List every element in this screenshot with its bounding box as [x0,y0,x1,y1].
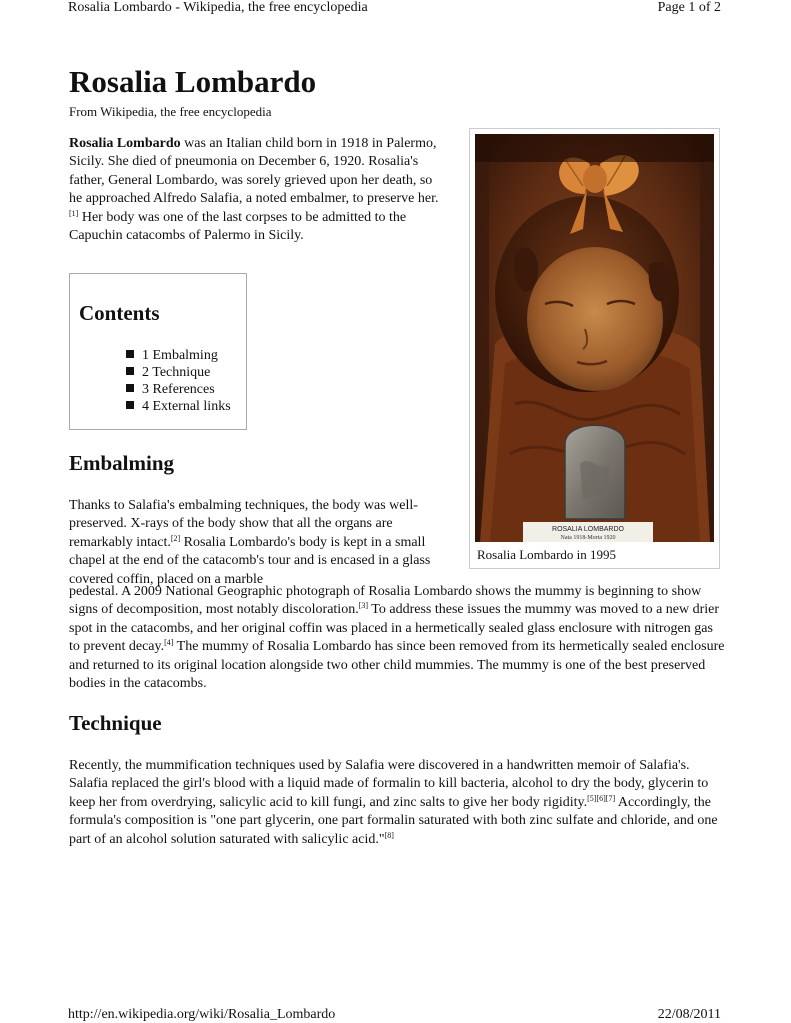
citation-link-1[interactable]: [1] [69,208,79,218]
citation-link-4[interactable]: [4] [164,638,174,648]
technique-text-1: Recently, the mummification techniques used by Salafia were discovered in a handwritten memoir of Salafia's. Salafia replaced the girl's blood with a liquid made of formalin to kill bacteria, alcohol to dry the body, glycerin to keep her from overdrying, salicylic acid to kill fungi, and zinc salts to give her body rigidity. [69,758,709,810]
toc-item-embalming[interactable] [126,347,231,364]
heading-embalming: Embalming [69,451,175,475]
page-header-title: Rosalia Lombardo - Wikipedia, the free encyclopedia [68,0,368,15]
bullet-icon [126,401,134,409]
footer-url: http://en.wikipedia.org/wiki/Rosalia_Lombardo [68,1007,336,1022]
mummy-photo[interactable] [475,134,714,542]
technique-text-2: Accordingly, the formula's composition is "one part glycerin, one part formalin saturated with both zinc sulfate and chloride, and one part of an alcohol solution saturated with salicylic acid." [69,794,718,847]
plaque-line-1: ROSALIA LOMBARDO [552,526,624,533]
figure-thumbnail [469,128,720,569]
toc-link-references[interactable]: 3 References [142,382,215,397]
citation-link-2[interactable]: [2] [170,533,181,543]
article-source-line: From Wikipedia, the free encyclopedia [69,104,272,119]
bullet-icon [126,367,134,375]
table-of-contents [69,273,247,430]
embalming-text-2: Rosalia Lombardo's body is kept in a small chapel at the end of the catacomb's tour and is encased in a glass covered coffin, placed on a marble [69,534,431,587]
citation-link-3[interactable]: [3] [358,601,369,611]
embalming-paragraph-part-2 [69,583,725,693]
page-number: Page 1 of 2 [657,0,721,15]
intro-text-1: was an Italian child born in 1918 in Palermo, Sicily. She died of pneumonia on December 6, 1920. Rosalia's father, General Lombardo, was sorely grieved upon her death, so he approached Alfredo Salafia, a noted embalmer, to preserve her. [69,136,439,207]
heading-technique: Technique [69,711,162,735]
citation-link-5-7[interactable]: [5][6][7] [587,793,616,803]
technique-paragraph [69,757,725,849]
toc-list [126,347,231,415]
toc-item-technique[interactable] [126,364,231,381]
embalming-paragraph-part-1 [69,497,447,589]
intro-paragraph [69,135,447,245]
intro-bold-name: Rosalia Lombardo [69,136,181,151]
intro-text-2: Her body was one of the last corpses to be admitted to the Capuchin catacombs of Palermo in Sicily. [69,209,407,244]
article-title: Rosalia Lombardo [69,64,317,99]
embalming-text-5: The mummy of Rosalia Lombardo has since been removed from its hermetically sealed enclosure and returned to its original location alongside two other child mummies. The mummy is one of the best preserved bodies in the catacombs. [69,639,725,692]
figure-caption: Rosalia Lombardo in 1995 [477,547,617,562]
toc-link-embalming[interactable]: 1 Embalming [142,348,218,363]
footer-date: 22/08/2011 [657,1007,721,1022]
embalming-text-4: To address these issues the mummy was moved to a new drier spot in the catacombs, and her original coffin was placed in a hermetically sealed glass enclosure with nitrogen gas to prevent decay. [69,602,720,655]
toc-link-technique[interactable]: 2 Technique [142,365,211,380]
embalming-text-1: Thanks to Salafia's embalming techniques, the body was well-preserved. X-rays of the body show that all the organs are remarkably intact. [69,498,418,550]
toc-link-external-links[interactable]: 4 External links [142,399,231,414]
embalming-text-3: pedestal. A 2009 National Geographic photograph of Rosalia Lombardo shows the mummy is beginning to show signs of decomposition, most notably discoloration. [69,584,702,618]
toc-title: Contents [79,301,160,325]
plaque-line-2: Nata 1918-Morta 1920 [560,535,616,541]
bullet-icon [126,350,134,358]
toc-item-external-links[interactable] [126,398,231,415]
toc-item-references[interactable] [126,381,231,398]
bullet-icon [126,384,134,392]
citation-link-8[interactable]: [8] [384,830,394,840]
